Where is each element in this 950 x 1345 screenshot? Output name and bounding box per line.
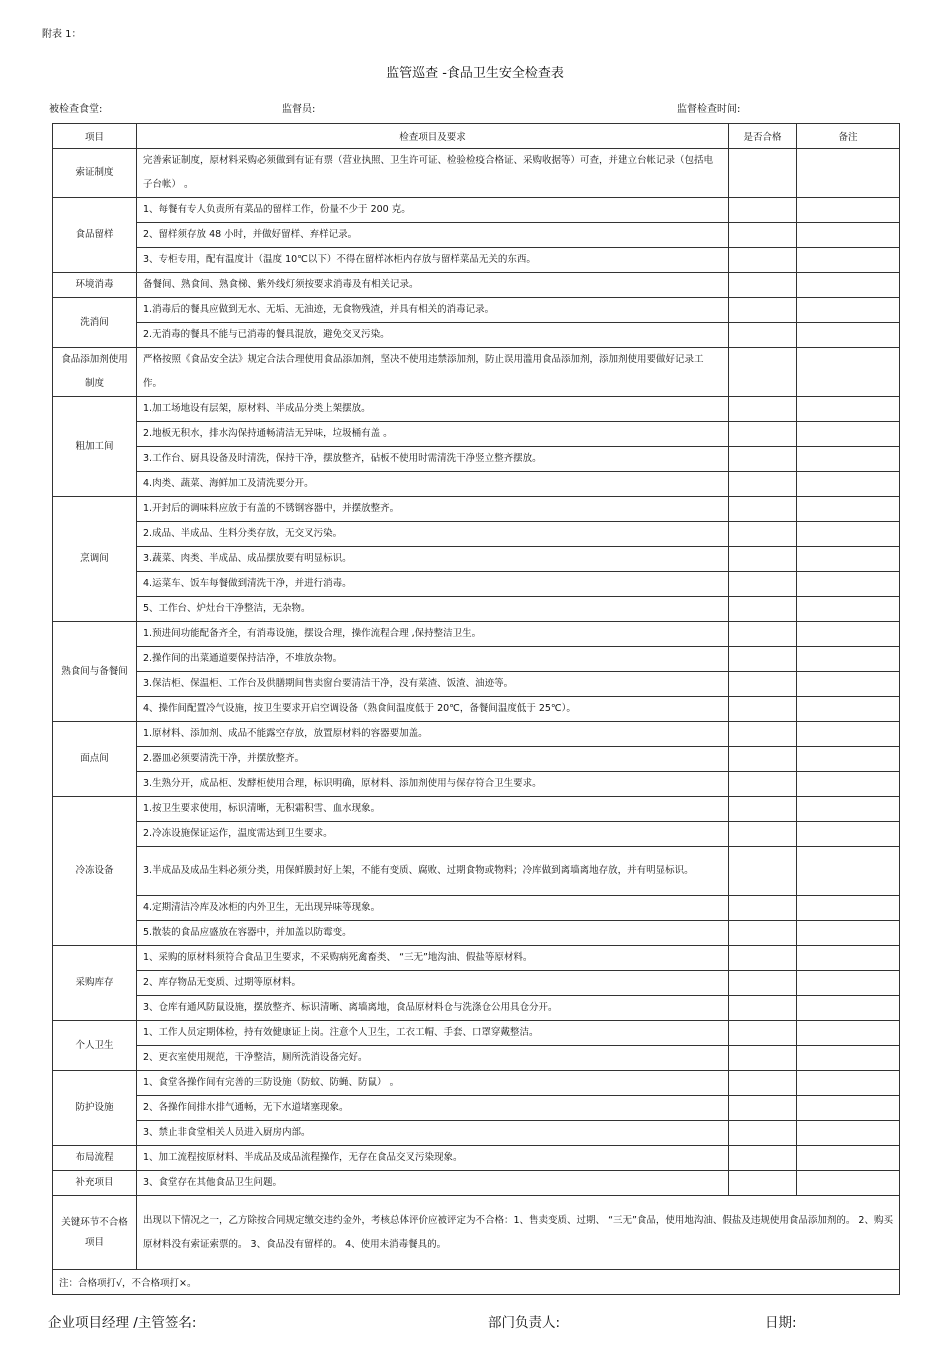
requirement-cell: 2、留样须存放 48 小时，并做好留样、弃样记录。: [137, 223, 729, 248]
requirement-cell: 3.工作台、厨具设备及时清洗，保持干净，摆放整齐，砧板不使用时需清洗干净竖立整齐摆放。: [137, 447, 729, 472]
requirement-cell: 5.散装的食品应盛放在容器中，并加盖以防霉变。: [137, 921, 729, 946]
remarks-cell[interactable]: [797, 1171, 900, 1196]
requirement-cell: 3、专柜专用，配有温度计（温度 10℃以下）不得在留样冰柜内存放与留样菜品无关的东西。: [137, 248, 729, 273]
remarks-cell[interactable]: [797, 223, 900, 248]
table-row: [53, 672, 900, 697]
remarks-cell[interactable]: [797, 1146, 900, 1171]
remarks-cell[interactable]: [797, 697, 900, 722]
remarks-cell[interactable]: [797, 472, 900, 497]
column-header-requirements: 检查项目及要求: [137, 124, 729, 149]
pass-cell[interactable]: [729, 747, 797, 772]
remarks-cell[interactable]: [797, 772, 900, 797]
requirement-cell: 2.成品、半成品、生料分类存放，无交叉污染。: [137, 522, 729, 547]
requirement-cell: 1、食堂各操作间有完善的三防设施（防蚊、防蝇、防鼠） 。: [137, 1071, 729, 1096]
table-row: [53, 747, 900, 772]
pass-cell[interactable]: [729, 497, 797, 522]
category-cell: 面点间: [53, 722, 137, 797]
category-cell: 烹调间: [53, 497, 137, 622]
pass-cell[interactable]: [729, 847, 797, 896]
pass-cell[interactable]: [729, 298, 797, 323]
requirement-cell: 1.预进间功能配备齐全，有消毒设施，摆设合理，操作流程合理 ,保持整洁卫生。: [137, 622, 729, 647]
pass-cell[interactable]: [729, 697, 797, 722]
pass-cell[interactable]: [729, 996, 797, 1021]
table-row: [53, 298, 900, 323]
column-header-pass: 是否合格: [729, 124, 797, 149]
table-row: [53, 1096, 900, 1121]
remarks-cell[interactable]: [797, 672, 900, 697]
pass-cell[interactable]: [729, 323, 797, 348]
remarks-cell[interactable]: [797, 522, 900, 547]
department-head-label: 部门负责人:: [488, 1315, 561, 1331]
pass-cell[interactable]: [729, 797, 797, 822]
table-row: [53, 1121, 900, 1146]
remarks-cell[interactable]: [797, 822, 900, 847]
requirement-cell: 4、操作间配置冷气设施，按卫生要求开启空调设备（熟食间温度低于 20℃，备餐间温度低于 25℃）。: [137, 697, 729, 722]
supervisor-label: 监督员:: [282, 104, 316, 115]
attachment-label: 附表 1：: [42, 29, 82, 40]
pass-cell[interactable]: [729, 896, 797, 921]
pass-cell[interactable]: [729, 1046, 797, 1071]
pass-cell[interactable]: [729, 522, 797, 547]
table-row: [53, 1071, 900, 1096]
remarks-cell[interactable]: [797, 149, 900, 198]
remarks-cell[interactable]: [797, 1046, 900, 1071]
requirement-cell: 1、工作人员定期体检，持有效健康证上岗。注意个人卫生，工衣工帽、手套、口罩穿戴整洁。: [137, 1021, 729, 1046]
canteen-label: 被检查食堂:: [49, 104, 103, 115]
requirement-cell: 3.生熟分开，成品柜、发酵柜使用合理，标识明确，原材料、添加剂使用与保存符合卫生要求。: [137, 772, 729, 797]
requirement-cell: 2.冷冻设施保证运作，温度需达到卫生要求。: [137, 822, 729, 847]
table-row: [53, 1171, 900, 1196]
pass-cell[interactable]: [729, 1096, 797, 1121]
remarks-cell[interactable]: [797, 797, 900, 822]
requirement-cell: 3、食堂存在其他食品卫生问题。: [137, 1171, 729, 1196]
remarks-cell[interactable]: [797, 572, 900, 597]
table-row: [53, 896, 900, 921]
requirement-cell: 1.消毒后的餐具应做到无水、无垢、无油迹，无食物残渣，并具有相关的消毒记录。: [137, 298, 729, 323]
table-row: [53, 996, 900, 1021]
category-cell: 补充项目: [53, 1171, 137, 1196]
pass-cell[interactable]: [729, 597, 797, 622]
requirement-cell: 2、更衣室使用规范，干净整洁，厕所洗消设备完好。: [137, 1046, 729, 1071]
table-row: [53, 572, 900, 597]
manager-signature-label: 企业项目经理 /主管签名:: [48, 1315, 197, 1331]
page-title: 监管巡查 -食品卫生安全检查表: [386, 66, 564, 81]
table-row: [53, 497, 900, 522]
table-row: [53, 822, 900, 847]
remarks-cell[interactable]: [797, 896, 900, 921]
category-cell: 采购库存: [53, 946, 137, 1021]
table-row: [53, 1146, 900, 1171]
category-cell: 个人卫生: [53, 1021, 137, 1071]
table-row: [53, 971, 900, 996]
pass-cell[interactable]: [729, 273, 797, 298]
table-row: [53, 722, 900, 747]
pass-cell[interactable]: [729, 547, 797, 572]
table-row: [53, 472, 900, 497]
table-row: [53, 223, 900, 248]
requirement-cell: 4.肉类、蔬菜、海鲜加工及清洗要分开。: [137, 472, 729, 497]
requirement-cell: 2.器皿必须要清洗干净，并摆放整齐。: [137, 747, 729, 772]
remarks-cell[interactable]: [797, 946, 900, 971]
inspection-time-label: 监督检查时间:: [677, 104, 741, 115]
requirement-cell: 1、每餐有专人负责所有菜品的留样工作，份量不少于 200 克。: [137, 198, 729, 223]
pass-cell[interactable]: [729, 921, 797, 946]
remarks-cell[interactable]: [797, 847, 900, 896]
table-row: [53, 946, 900, 971]
date-label: 日期:: [765, 1315, 797, 1331]
remarks-cell[interactable]: [797, 298, 900, 323]
table-row: [53, 522, 900, 547]
requirement-cell: 1.加工场地设有层架，原材料、半成品分类上架摆放。: [137, 397, 729, 422]
table-row: [53, 797, 900, 822]
table-header-row: [53, 124, 900, 149]
table-row: [53, 248, 900, 273]
requirement-cell: 1.按卫生要求使用，标识清晰，无积霜积雪、血水现象。: [137, 797, 729, 822]
requirement-cell: 1、采购的原材料须符合食品卫生要求，不采购病死禽畜类、 “三无”地沟油、假盐等原材料。: [137, 946, 729, 971]
requirement-cell: 5、工作台、炉灶台干净整洁，无杂物。: [137, 597, 729, 622]
table-row: [53, 198, 900, 223]
remarks-cell[interactable]: [797, 248, 900, 273]
key-criteria-cell: 出现以下情况之一，乙方除按合同规定缴交违约金外，考核总体评价应被评定为不合格：1、售卖变质、过期、 “三无”食品，使用地沟油、假盐及违规使用食品添加剂的。 2、购买原材料没有索证索票的。 3、食品没有留样的。 4、使用未消毒餐具的。: [137, 1196, 900, 1270]
pass-cell[interactable]: [729, 647, 797, 672]
pass-cell[interactable]: [729, 149, 797, 198]
remarks-cell[interactable]: [797, 1021, 900, 1046]
remarks-cell[interactable]: [797, 996, 900, 1021]
pass-cell[interactable]: [729, 223, 797, 248]
category-cell: 防护设施: [53, 1071, 137, 1146]
remarks-cell[interactable]: [797, 647, 900, 672]
table-row: [53, 597, 900, 622]
pass-cell[interactable]: [729, 447, 797, 472]
category-cell: 熟食间与备餐间: [53, 622, 137, 722]
remarks-cell[interactable]: [797, 1121, 900, 1146]
requirement-cell: 2、库存物品无变质、过期等原材料。: [137, 971, 729, 996]
pass-cell[interactable]: [729, 348, 797, 397]
pass-cell[interactable]: [729, 1146, 797, 1171]
category-cell: 洗消间: [53, 298, 137, 348]
category-cell: 冷冻设备: [53, 797, 137, 946]
table-row: [53, 622, 900, 647]
requirement-cell: 3.保洁柜、保温柜、工作台及供膳期间售卖窗台要清洁干净，没有菜渣、饭渣、油迹等。: [137, 672, 729, 697]
table-row: [53, 323, 900, 348]
column-header-item: 项目: [53, 124, 137, 149]
remarks-cell[interactable]: [797, 1071, 900, 1096]
pass-cell[interactable]: [729, 472, 797, 497]
table-row: [53, 772, 900, 797]
remarks-cell[interactable]: [797, 348, 900, 397]
pass-cell[interactable]: [729, 572, 797, 597]
requirement-cell: 1、加工流程按原材料、半成品及成品流程操作，无存在食品交叉污染现象。: [137, 1146, 729, 1171]
pass-cell[interactable]: [729, 1021, 797, 1046]
remarks-cell[interactable]: [797, 447, 900, 472]
category-cell: 关键环节不合格项目: [53, 1196, 137, 1270]
remarks-cell[interactable]: [797, 397, 900, 422]
table-row: [53, 847, 900, 896]
requirement-cell: 4.运菜车、饭车每餐做到清洗干净，并进行消毒。: [137, 572, 729, 597]
remarks-cell[interactable]: [797, 971, 900, 996]
pass-cell[interactable]: [729, 622, 797, 647]
requirement-cell: 4.定期清洁冷库及冰柜的内外卫生，无出现异味等现象。: [137, 896, 729, 921]
table-row: [53, 1046, 900, 1071]
pass-cell[interactable]: [729, 248, 797, 273]
remarks-cell[interactable]: [797, 497, 900, 522]
requirement-cell: 1.原材料、添加剂、成品不能露空存放，放置原材料的容器要加盖。: [137, 722, 729, 747]
requirement-cell: 2.操作间的出菜通道要保持洁净，不堆放杂物。: [137, 647, 729, 672]
table-row: [53, 921, 900, 946]
remarks-cell[interactable]: [797, 597, 900, 622]
pass-cell[interactable]: [729, 971, 797, 996]
remarks-cell[interactable]: [797, 198, 900, 223]
category-cell: 索证制度: [53, 149, 137, 198]
requirement-cell: 2、各操作间排水排气通畅，无下水道堵塞现象。: [137, 1096, 729, 1121]
requirement-cell: 3、仓库有通风防鼠设施，摆放整齐、标识清晰、离墙离地，食品原材料仓与洗涤仓公用具仓分开。: [137, 996, 729, 1021]
table-row: [53, 422, 900, 447]
pass-cell[interactable]: [729, 822, 797, 847]
remarks-cell[interactable]: [797, 547, 900, 572]
remarks-cell[interactable]: [797, 1096, 900, 1121]
table-row: [53, 273, 900, 298]
table-row: [53, 697, 900, 722]
remarks-cell[interactable]: [797, 622, 900, 647]
requirement-cell: 1.开封后的调味料应放于有盖的不锈钢容器中，并摆放整齐。: [137, 497, 729, 522]
requirement-cell: 2.地板无积水，排水沟保持通畅清洁无异味，垃圾桶有盖 。: [137, 422, 729, 447]
requirement-cell: 备餐间、熟食间、熟食梯、紫外线灯须按要求消毒及有相关记录。: [137, 273, 729, 298]
pass-cell[interactable]: [729, 1171, 797, 1196]
table-row: [53, 1021, 900, 1046]
pass-cell[interactable]: [729, 772, 797, 797]
remarks-cell[interactable]: [797, 722, 900, 747]
remarks-cell[interactable]: [797, 747, 900, 772]
pass-cell[interactable]: [729, 422, 797, 447]
remarks-cell[interactable]: [797, 323, 900, 348]
table-body: [53, 149, 900, 1295]
table-row: [53, 647, 900, 672]
remarks-cell[interactable]: [797, 422, 900, 447]
requirement-cell: 严格按照《食品安全法》规定合法合理使用食品添加剂，坚决不使用违禁添加剂，防止误用滥用食品添加剂，添加剂使用要做好记录工作。: [137, 348, 729, 397]
category-cell: 粗加工间: [53, 397, 137, 497]
pass-cell[interactable]: [729, 722, 797, 747]
category-cell: 食品添加剂使用制度: [53, 348, 137, 397]
pass-cell[interactable]: [729, 1071, 797, 1096]
note-cell: 注：合格项打√，不合格项打×。: [53, 1270, 900, 1295]
remarks-cell[interactable]: [797, 273, 900, 298]
column-header-remarks: 备注: [797, 124, 900, 149]
pass-cell[interactable]: [729, 1121, 797, 1146]
category-cell: 布局流程: [53, 1146, 137, 1171]
table-row: [53, 397, 900, 422]
requirement-cell: 3、禁止非食堂相关人员进入厨房内部。: [137, 1121, 729, 1146]
category-cell: 环境消毒: [53, 273, 137, 298]
table-row: [53, 447, 900, 472]
requirement-cell: 3.蔬菜、肉类、半成品、成品摆放要有明显标识。: [137, 547, 729, 572]
table-row: [53, 1270, 900, 1295]
pass-cell[interactable]: [729, 198, 797, 223]
requirement-cell: 2.无消毒的餐具不能与已消毒的餐具混放，避免交叉污染。: [137, 323, 729, 348]
remarks-cell[interactable]: [797, 921, 900, 946]
pass-cell[interactable]: [729, 672, 797, 697]
requirement-cell: 完善索证制度，原材料采购必须做到有证有票（营业执照、卫生许可证、检验检疫合格证、采购收据等）可查，并建立台帐记录（包括电子台帐） 。: [137, 149, 729, 198]
table-row: [53, 348, 900, 397]
requirement-cell: 3.半成品及成品生料必须分类，用保鲜膜封好上架，不能有变质、腐败、过期食物或物料；冷库做到离墙离地存放，并有明显标识。: [137, 847, 729, 896]
pass-cell[interactable]: [729, 397, 797, 422]
inspection-table: [52, 123, 900, 1295]
pass-cell[interactable]: [729, 946, 797, 971]
table-row: [53, 1196, 900, 1270]
table-row: [53, 547, 900, 572]
table-row: [53, 149, 900, 198]
category-cell: 食品留样: [53, 198, 137, 273]
